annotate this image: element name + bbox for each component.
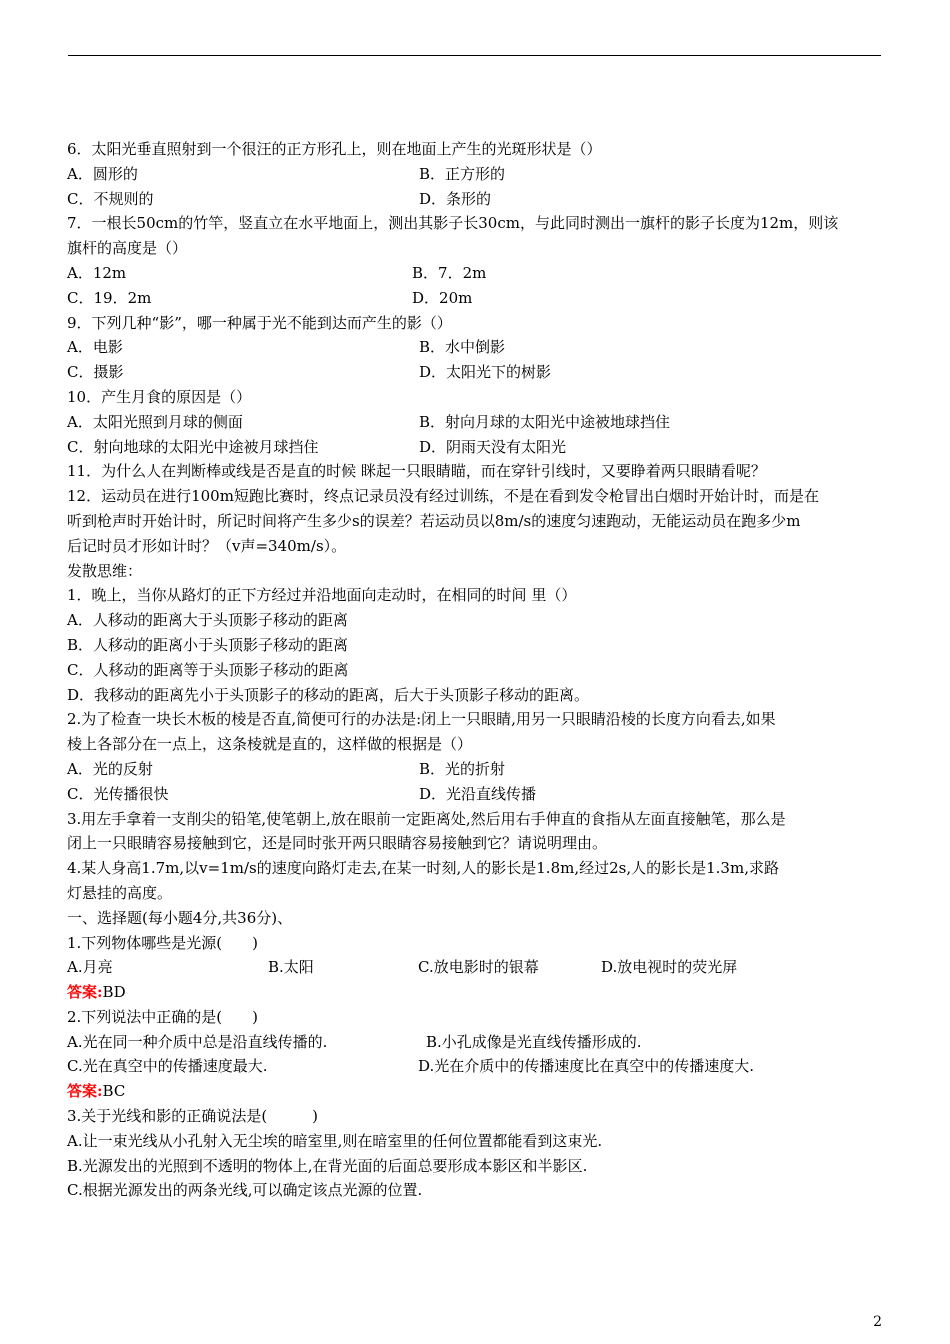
line-text: 旗杆的高度是（） [67, 239, 188, 258]
line-text: 棱上各部分在一点上，这条棱就是直的，这样做的根据是（） [67, 735, 473, 754]
page-number: 2 [873, 1314, 882, 1330]
option-text: D．阴雨天没有太阳光 [419, 437, 567, 456]
line-text: C.根据光源发出的两条光线,可以确定该点光源的位置. [67, 1181, 423, 1200]
option-text: B．光的折射 [419, 759, 506, 778]
text-line [67, 856, 887, 881]
answer-value: BC [102, 1082, 126, 1101]
option-text: C.放电影时的银幕 [418, 958, 539, 977]
option-text: A．12m [67, 263, 127, 282]
option-text: B.太阳 [268, 958, 314, 977]
line-text: 7．一根长50cm的竹竿，竖直立在水平地面上，测出其影子长30cm，与此同时测出一旗杆的影子长度为12m，则该 [67, 214, 839, 233]
text-line [67, 707, 887, 732]
option-text: A．圆形的 [67, 164, 138, 183]
option-text: A．电影 [67, 338, 123, 357]
text-line [67, 187, 887, 212]
line-text: A.让一束光线从小孔射入无尘埃的暗室里,则在暗室里的任何位置都能看到这束光. [67, 1131, 603, 1150]
answer-line [67, 1079, 887, 1104]
option-text: A．光的反射 [67, 759, 153, 778]
option-text: C．19．2m [67, 288, 152, 307]
option-text: C.光在真空中的传播速度最大. [67, 1057, 268, 1076]
line-text: 4.某人身高1.7m,以v=1m/s的速度向路灯走去,在某一时刻,人的影长是1.8m,经过2s,人的影长是1.3m,求路 [67, 859, 779, 878]
option-text: D．条形的 [419, 189, 492, 208]
line-text: 11．为什么人在判断棒或线是否是直的时候 眯起一只眼睛瞄，而在穿针引线时，又要睁着两只眼睛看呢？ [67, 462, 766, 481]
option-text: B．7．2m [412, 263, 487, 282]
line-text: C．人移动的距离等于头顶影子移动的距离 [67, 660, 349, 679]
text-line [67, 583, 887, 608]
option-text: D．光沿直线传播 [419, 784, 537, 803]
answer-line [67, 980, 887, 1005]
text-line [67, 1104, 887, 1129]
text-line [67, 559, 887, 584]
line-text: 听到枪声时开始计时，所记时间将产生多少s的误差？若运动员以8m/s的速度匀速跑动，无能运动员在跑多少m [67, 511, 801, 530]
option-text: B．水中倒影 [419, 338, 506, 357]
text-line [67, 162, 887, 187]
option-text: B.小孔成像是光直线传播形成的. [426, 1032, 642, 1051]
text-line [67, 732, 887, 757]
text-line [67, 509, 887, 534]
option-text: A．太阳光照到月球的侧面 [67, 412, 243, 431]
text-line [67, 608, 887, 633]
text-line [67, 435, 887, 460]
text-line [67, 211, 887, 236]
text-line [67, 1030, 887, 1055]
text-line [67, 236, 887, 261]
option-text: A.月亮 [67, 958, 113, 977]
text-line [67, 484, 887, 509]
text-line [67, 385, 887, 410]
option-text: D．太阳光下的树影 [419, 363, 552, 382]
text-line [67, 683, 887, 708]
text-line [67, 1054, 887, 1079]
line-text: 1.下列物体哪些是光源( ) [67, 933, 259, 952]
text-line [67, 1129, 887, 1154]
line-text: 2.为了检查一块长木板的棱是否直,简便可行的办法是:闭上一只眼睛,用另一只眼睛沿棱的长度方向看去,如果 [67, 710, 776, 729]
option-text: B．正方形的 [419, 164, 506, 183]
answer-label: 答案: [67, 983, 103, 1002]
text-line [67, 633, 887, 658]
option-text: D．20m [412, 288, 473, 307]
line-text: 6．太阳光垂直照射到一个很汪的正方形孔上，则在地面上产生的光斑形状是（） [67, 140, 602, 158]
line-text: 12．运动员在进行100m短跑比赛时，终点记录员没有经过训练，不是在看到发令枪冒出白烟时开始计时，而是在 [67, 487, 819, 506]
line-text: 后记时员才形如计时？（v声=340m/s）。 [67, 536, 347, 555]
line-text: 闭上一只眼睛容易接触到它，还是同时张开两只眼睛容易接触到它？请说明理由。 [67, 834, 608, 853]
text-line [67, 311, 887, 336]
line-text: D．我移动的距离先小于头顶影子的移动的距离，后大于头顶影子移动的距离。 [67, 685, 590, 704]
text-line [67, 881, 887, 906]
text-line [67, 1005, 887, 1030]
text-line [67, 1178, 887, 1203]
line-text: B．人移动的距离小于头顶影子移动的距离 [67, 635, 349, 654]
text-line [67, 831, 887, 856]
text-line [67, 459, 887, 484]
text-line [67, 1154, 887, 1179]
option-text: D.光在介质中的传播速度比在真空中的传播速度大. [418, 1057, 755, 1076]
line-text: 3.关于光线和影的正确说法是( ) [67, 1107, 319, 1126]
text-line [67, 906, 887, 931]
line-text: B.光源发出的光照到不透明的物体上,在背光面的后面总要形成本影区和半影区. [67, 1156, 588, 1175]
line-text: 2.下列说法中正确的是( ) [67, 1007, 259, 1026]
text-line [67, 658, 887, 683]
text-line [67, 261, 887, 286]
line-text: 发散思维： [67, 561, 143, 580]
option-text: A.光在同一种介质中总是沿直线传播的. [67, 1032, 328, 1051]
line-text: 10．产生月食的原因是（） [67, 387, 252, 406]
option-text: D.放电视时的荧光屏 [601, 958, 738, 977]
answer-label: 答案: [67, 1082, 103, 1101]
text-line [67, 534, 887, 559]
option-text: C．光传播很快 [67, 784, 169, 803]
option-text: B．射向月球的太阳光中途被地球挡住 [419, 412, 671, 431]
text-line [67, 360, 887, 385]
text-line [67, 955, 887, 980]
text-line [67, 931, 887, 956]
header-rule [68, 55, 881, 56]
text-line [67, 410, 887, 435]
text-line [67, 757, 887, 782]
option-text: C．射向地球的太阳光中途被月球挡住 [67, 437, 319, 456]
text-line [67, 137, 887, 162]
line-text: 1．晚上，当你从路灯的正下方经过并沿地面向走动时，在相同的时间 里（） [67, 586, 577, 605]
text-line [67, 807, 887, 832]
line-text: 一、选择题(每小题4分,共36分)、 [67, 908, 293, 927]
line-text: 3.用左手拿着一支削尖的铅笔,使笔朝上,放在眼前一定距离处,然后用右手伸直的食指从左面直接触笔，那么是 [67, 809, 786, 828]
answer-value: BD [102, 983, 126, 1002]
text-line [67, 335, 887, 360]
line-text: A．人移动的距离大于头顶影子移动的距离 [67, 611, 348, 630]
text-line [67, 286, 887, 311]
text-line [67, 782, 887, 807]
document-body [67, 137, 887, 1203]
option-text: C．不规则的 [67, 189, 154, 208]
option-text: C．摄影 [67, 363, 124, 382]
line-text: 灯悬挂的高度。 [67, 883, 173, 902]
line-text: 9．下列几种“影”，哪一种属于光不能到达而产生的影（） [67, 313, 452, 332]
